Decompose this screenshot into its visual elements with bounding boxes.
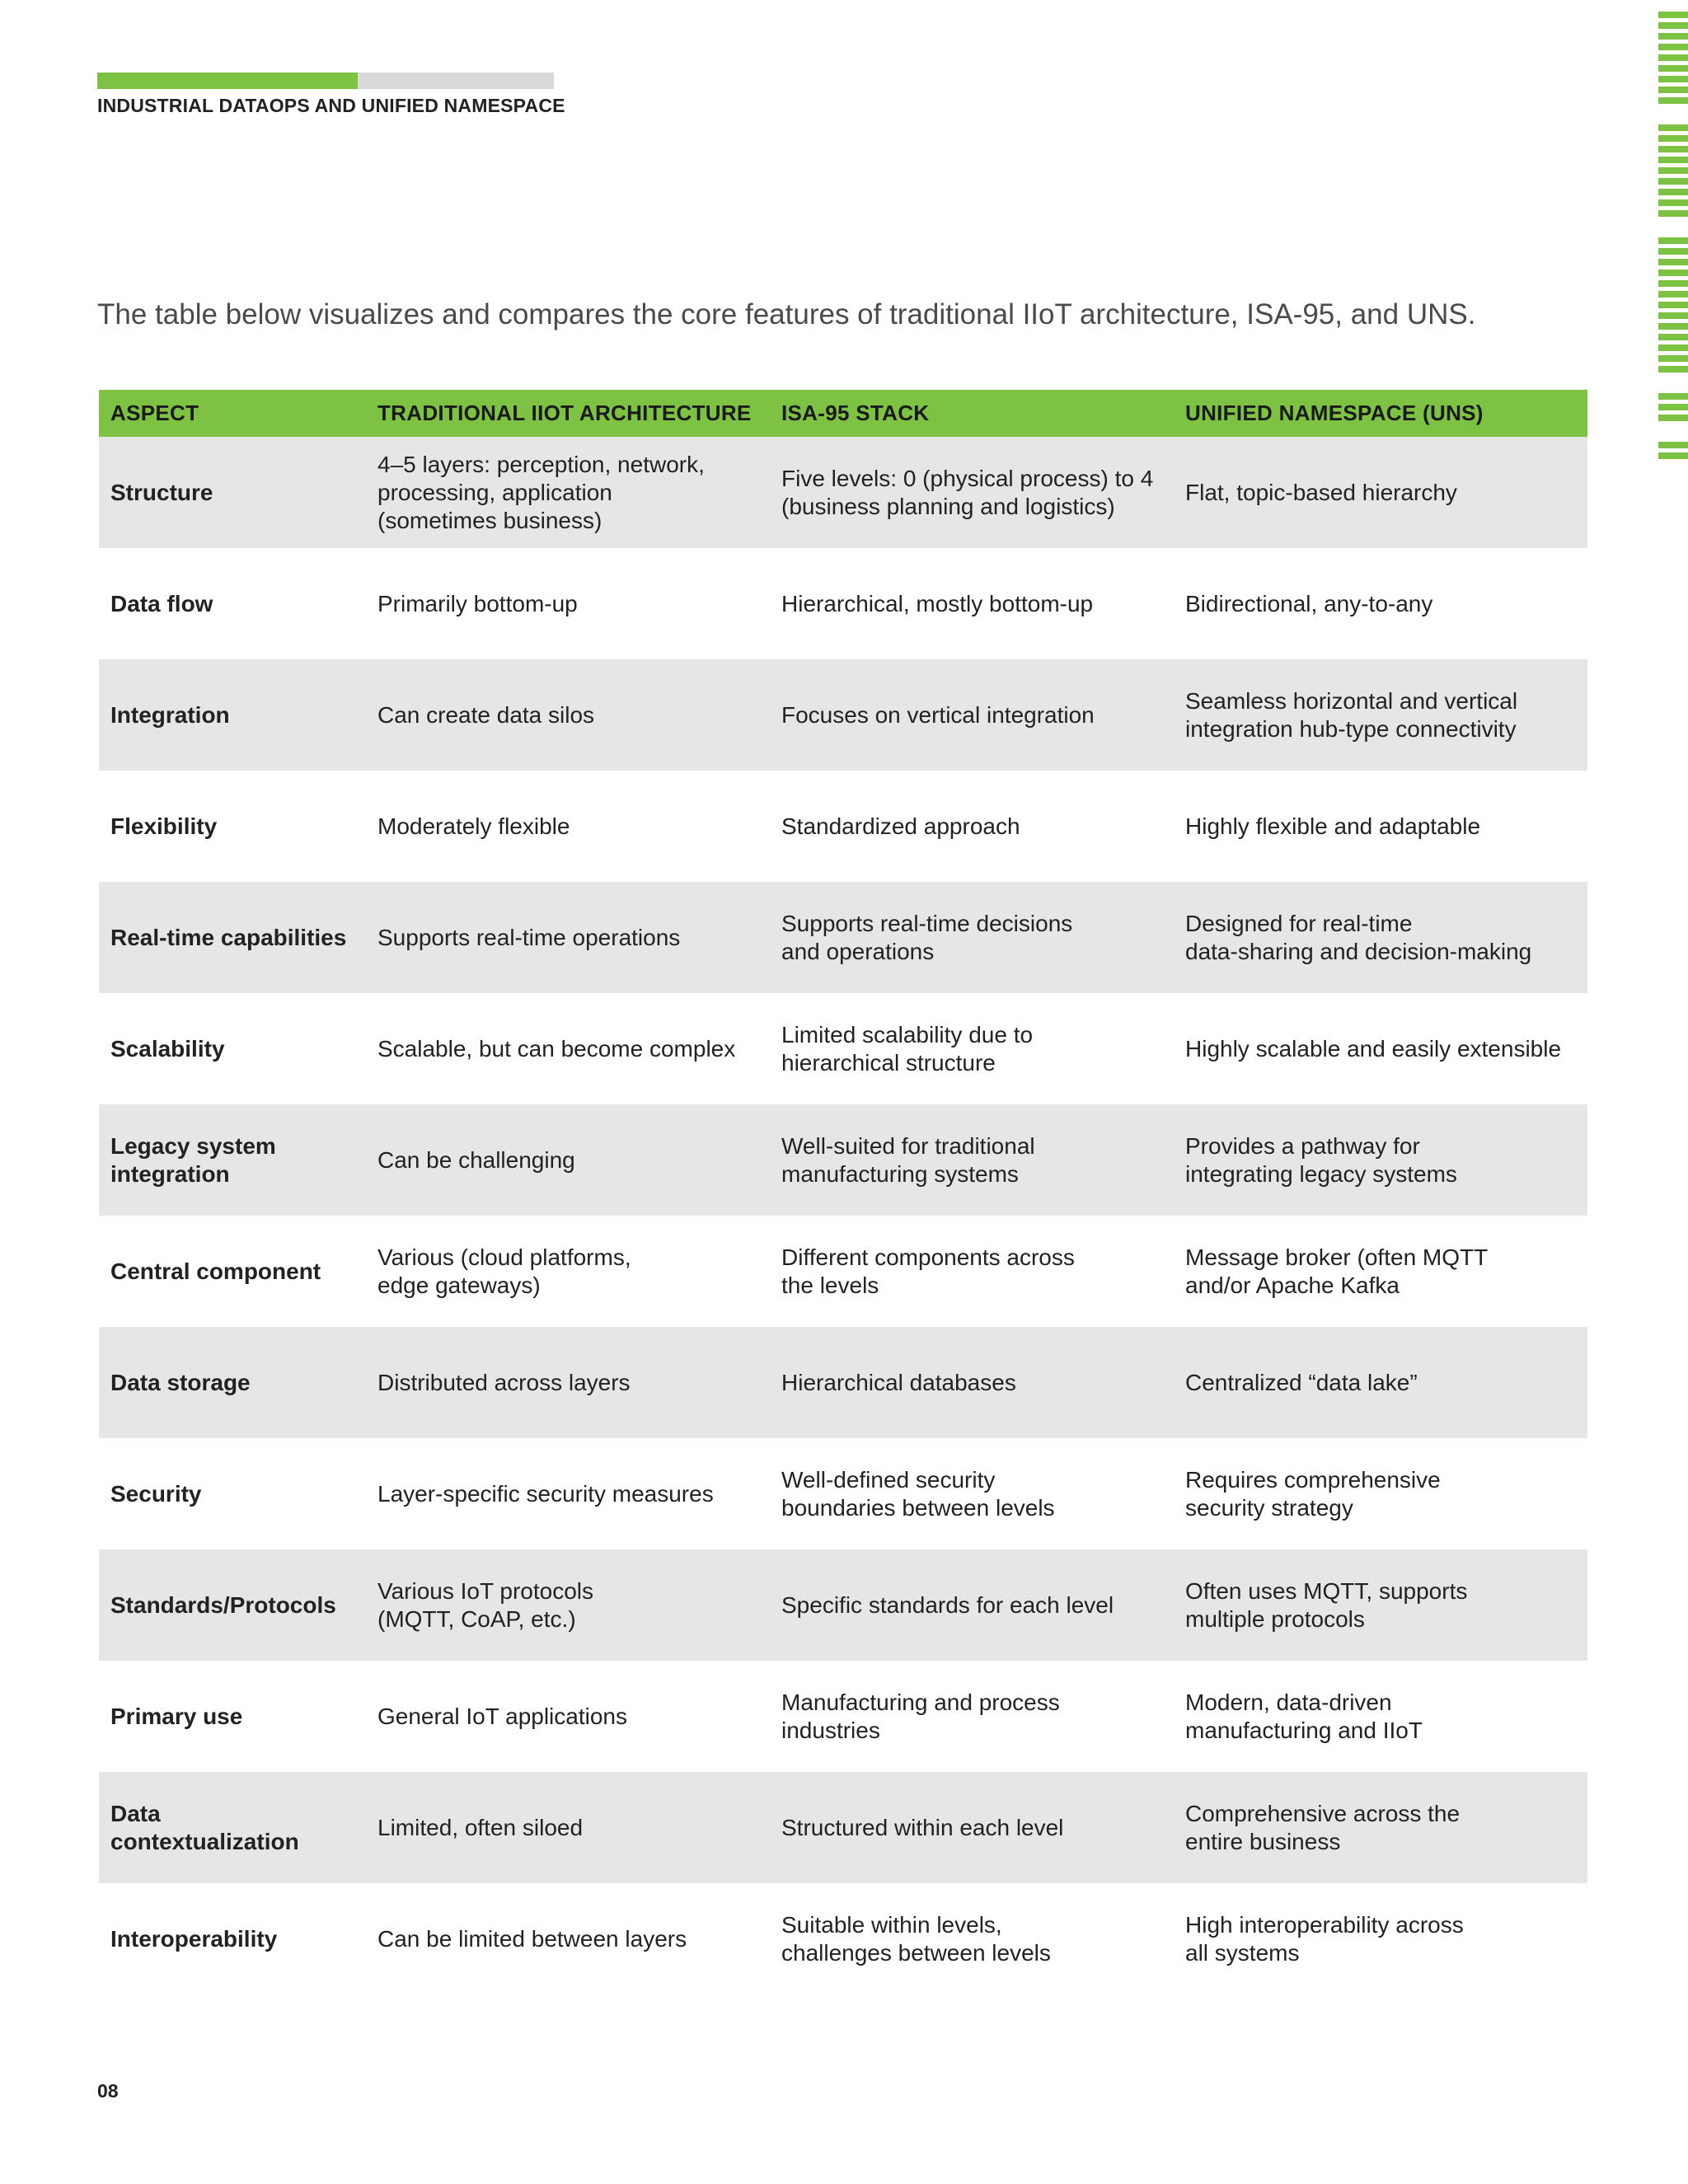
- table-row: [99, 1438, 1587, 1549]
- aspect-cell: Structure: [99, 437, 366, 548]
- decoration-bar: [1658, 146, 1688, 152]
- decoration-bar: [1658, 442, 1688, 448]
- table-row: [99, 437, 1587, 548]
- iiot-cell: Supports real-time operations: [366, 882, 770, 993]
- decoration-bar: [1658, 344, 1688, 351]
- decoration-bar: [1658, 237, 1688, 244]
- table-row: [99, 659, 1587, 771]
- iiot-cell: Layer-specific security measures: [377, 1480, 714, 1507]
- decoration-bar: [1658, 355, 1688, 362]
- iiot-cell: Various (cloud platforms, edge gateways): [377, 1244, 631, 1298]
- aspect-cell: Integration: [99, 659, 366, 771]
- decoration-bar: [1658, 269, 1688, 276]
- section-header-title: INDUSTRIAL DATAOPS AND UNIFIED NAMESPACE: [97, 95, 565, 116]
- aspect-cell: Primary use: [110, 1703, 243, 1729]
- uns-cell: Centralized “data lake”: [1174, 1327, 1587, 1438]
- column-header-traditional-iiot: TRADITIONAL IIOT ARCHITECTURE: [366, 390, 770, 437]
- table-header-row: [99, 390, 1587, 437]
- isa95-cell: Structured within each level: [770, 1772, 1174, 1883]
- decoration-bar: [1658, 366, 1688, 373]
- isa95-cell: Focuses on vertical integration: [770, 659, 1174, 771]
- uns-cell: Often uses MQTT, supports multiple protocols: [1174, 1549, 1587, 1661]
- aspect-cell: Central component: [110, 1258, 321, 1284]
- uns-cell: Seamless horizontal and vertical integration hub-type connectivity: [1174, 659, 1587, 771]
- decoration-bar: [1658, 167, 1688, 174]
- column-header-isa95: ISA-95 STACK: [770, 390, 1174, 437]
- table-row: [99, 1883, 1587, 1994]
- table-row: [99, 1549, 1587, 1661]
- uns-cell: Requires comprehensive security strategy: [1185, 1466, 1441, 1521]
- decoration-bar: [1658, 393, 1688, 400]
- aspect-cell: Real-time capabilities: [99, 882, 366, 993]
- iiot-cell: General IoT applications: [377, 1703, 627, 1729]
- decoration-bar: [1658, 12, 1688, 18]
- isa95-cell: Well-suited for traditional manufacturing systems: [770, 1104, 1174, 1216]
- table-row: [99, 1104, 1587, 1216]
- iiot-cell: Can create data silos: [366, 659, 770, 771]
- isa95-cell: Manufacturing and process industries: [781, 1689, 1060, 1743]
- isa95-cell: Standardized approach: [781, 813, 1020, 839]
- table-row: [99, 882, 1587, 993]
- decoration-bar: [1658, 302, 1688, 308]
- table-row: [99, 993, 1587, 1104]
- table-row: [99, 771, 1587, 882]
- table-row: [99, 1772, 1587, 1883]
- iiot-cell: Primarily bottom-up: [377, 590, 578, 616]
- isa95-cell: Five levels: 0 (physical process) to 4 (business planning and logistics): [770, 437, 1174, 548]
- isa95-cell: Different components across the levels: [781, 1244, 1075, 1298]
- decoration-bar: [1658, 334, 1688, 340]
- aspect-cell: Data flow: [110, 590, 213, 616]
- isa95-cell: Hierarchical databases: [770, 1327, 1174, 1438]
- iiot-cell: Various IoT protocols (MQTT, CoAP, etc.): [366, 1549, 770, 1661]
- uns-cell: Flat, topic-based hierarchy: [1174, 437, 1587, 548]
- uns-cell: Message broker (often MQTT and/or Apache Kafka: [1185, 1244, 1489, 1298]
- aspect-cell: Standards/Protocols: [99, 1549, 366, 1661]
- decoration-bar: [1658, 22, 1688, 29]
- iiot-cell: Can be challenging: [366, 1104, 770, 1216]
- uns-cell: Highly scalable and easily extensible: [1185, 1035, 1562, 1062]
- decoration-bar: [1658, 33, 1688, 40]
- decoration-bar: [1658, 178, 1688, 185]
- decoration-bar: [1658, 210, 1688, 217]
- uns-cell: Comprehensive across the entire business: [1174, 1772, 1587, 1883]
- decoration-bar: [1658, 259, 1688, 265]
- decoration-bar: [1658, 87, 1688, 93]
- aspect-cell: Flexibility: [110, 813, 218, 839]
- isa95-cell: Specific standards for each level: [770, 1549, 1174, 1661]
- section-progress-fill: [97, 73, 358, 89]
- uns-cell: Modern, data-driven manufacturing and IIoT: [1185, 1689, 1423, 1743]
- aspect-cell: Data contextualization: [99, 1772, 366, 1883]
- decoration-bar: [1658, 280, 1688, 287]
- intro-paragraph: The table below visualizes and compares the core features of traditional IIoT architecture, ISA-95, and UNS.: [97, 298, 1476, 330]
- side-decoration-bars: [1658, 12, 1688, 463]
- decoration-bar: [1658, 44, 1688, 50]
- decoration-bar: [1658, 248, 1688, 255]
- decoration-bar: [1658, 97, 1688, 104]
- iiot-cell: Limited, often siloed: [366, 1772, 770, 1883]
- iiot-cell: Can be limited between layers: [377, 1925, 687, 1952]
- aspect-cell: Interoperability: [110, 1925, 278, 1952]
- isa95-cell: Limited scalability due to hierarchical structure: [781, 1021, 1034, 1076]
- decoration-bar: [1658, 189, 1688, 195]
- table-row: [99, 1327, 1587, 1438]
- table-row: [99, 548, 1587, 659]
- uns-cell: High interoperability across all systems: [1185, 1911, 1464, 1966]
- column-header-aspect: ASPECT: [99, 390, 366, 437]
- decoration-bar: [1658, 157, 1688, 163]
- isa95-cell: Well-defined security boundaries between levels: [781, 1466, 1055, 1521]
- column-header-uns: UNIFIED NAMESPACE (UNS): [1174, 390, 1587, 437]
- decoration-bar: [1658, 135, 1688, 142]
- uns-cell: Highly flexible and adaptable: [1185, 813, 1481, 839]
- decoration-bar: [1658, 452, 1688, 459]
- iiot-cell: Distributed across layers: [366, 1327, 770, 1438]
- decoration-bar: [1658, 404, 1688, 410]
- decoration-bar: [1658, 199, 1688, 206]
- isa95-cell: Suitable within levels, challenges between levels: [781, 1911, 1051, 1966]
- isa95-cell: Hierarchical, mostly bottom-up: [781, 590, 1094, 616]
- aspect-cell: Legacy system integration: [99, 1104, 366, 1216]
- decoration-bar: [1658, 323, 1688, 330]
- isa95-cell: Supports real-time decisions and operations: [770, 882, 1174, 993]
- decoration-bar: [1658, 65, 1688, 72]
- uns-cell: Designed for real-time data-sharing and decision-making: [1174, 882, 1587, 993]
- decoration-bar: [1658, 76, 1688, 82]
- page-number: 08: [97, 2080, 119, 2102]
- decoration-bar: [1658, 291, 1688, 298]
- iiot-cell: Scalable, but can become complex: [377, 1035, 736, 1062]
- iiot-cell: Moderately flexible: [377, 813, 570, 839]
- aspect-cell: Security: [110, 1480, 202, 1507]
- decoration-bar: [1658, 54, 1688, 61]
- table-row: [99, 1216, 1587, 1327]
- decoration-bar: [1658, 124, 1688, 131]
- uns-cell: Provides a pathway for integrating legacy systems: [1174, 1104, 1587, 1216]
- decoration-bar: [1658, 415, 1688, 421]
- aspect-cell: Scalability: [110, 1035, 225, 1062]
- iiot-cell: 4–5 layers: perception, network, processing, application (sometimes business): [366, 437, 770, 548]
- section-progress-bar: [97, 73, 554, 89]
- table-row: [99, 1661, 1587, 1772]
- uns-cell: Bidirectional, any-to-any: [1185, 590, 1433, 616]
- decoration-bar: [1658, 312, 1688, 319]
- comparison-table: [99, 390, 1587, 1994]
- aspect-cell: Data storage: [99, 1327, 366, 1438]
